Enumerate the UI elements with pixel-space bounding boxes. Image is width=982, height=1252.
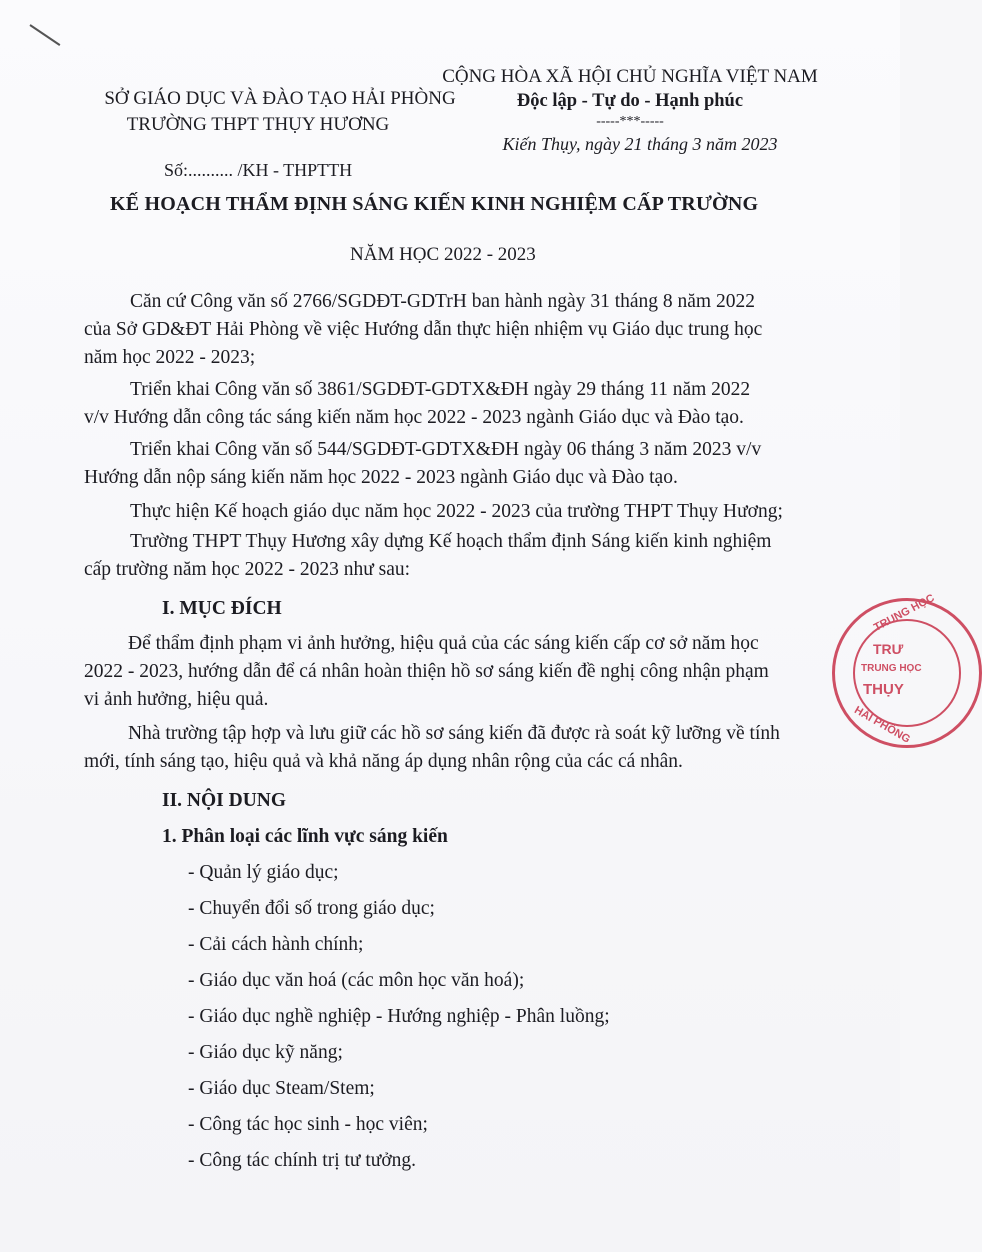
list-item: - Giáo dục Steam/Stem; <box>188 1078 375 1099</box>
section-heading: I. MỤC ĐÍCH <box>162 598 282 619</box>
section-text: Để thẩm định phạm vi ảnh hưởng, hiệu quả của các sáng kiến cấp cơ sở năm học <box>128 633 759 654</box>
document-number: Số:.......... /KH - THPTTH <box>164 160 353 180</box>
seal-inner-text: THỤY <box>863 681 904 698</box>
seal-bottom-text: HẢI PHÒNG <box>852 704 913 746</box>
list-item: - Giáo dục nghề nghiệp - Hướng nghiệp - Phân luồng; <box>188 1006 610 1027</box>
list-item: - Cải cách hành chính; <box>188 934 364 955</box>
place-date: Kiến Thụy, ngày 21 tháng 3 năm 2023 <box>502 134 778 154</box>
intro-line: Hướng dẫn nộp sáng kiến năm học 2022 - 2023 ngành Giáo dục và Đào tạo. <box>84 467 678 488</box>
issuing-authority: SỞ GIÁO DỤC VÀ ĐÀO TẠO HẢI PHÒNG <box>104 88 456 109</box>
intro-line: Thực hiện Kế hoạch giáo dục năm học 2022 - 2023 của trường THPT Thụy Hương; <box>130 501 783 522</box>
seal-inner-text: TRUNG HỌC <box>861 663 922 674</box>
intro-line: của Sở GD&ĐT Hải Phòng về việc Hướng dẫn thực hiện nhiệm vụ Giáo dục trung học <box>84 319 763 340</box>
intro-line: Căn cứ Công văn số 2766/SGDĐT-GDTrH ban hành ngày 31 tháng 8 năm 2022 <box>130 291 755 312</box>
seal-arc-text: TRUNG HỌC <box>872 592 937 634</box>
subsection-heading: 1. Phân loại các lĩnh vực sáng kiến <box>162 826 448 847</box>
motto-separator: -----***----- <box>596 114 664 129</box>
school-seal-stamp <box>832 592 982 748</box>
national-title: CỘNG HÒA XÃ HỘI CHỦ NGHĨA VIỆT NAM <box>442 66 818 87</box>
list-item: - Chuyển đổi số trong giáo dục; <box>188 898 435 919</box>
section-text: vi ảnh hưởng, hiệu quả. <box>84 689 269 710</box>
list-item: - Quản lý giáo dục; <box>188 862 339 883</box>
list-item: - Công tác chính trị tư tưởng. <box>188 1150 417 1171</box>
seal-inner-text: TRƯ <box>873 641 904 657</box>
intro-line: Trường THPT Thụy Hương xây dựng Kế hoạch thẩm định Sáng kiến kinh nghiệm <box>130 531 772 552</box>
list-item: - Giáo dục văn hoá (các môn học văn hoá); <box>188 970 525 991</box>
section-heading: II. NỘI DUNG <box>162 790 287 811</box>
document-subtitle: NĂM HỌC 2022 - 2023 <box>350 244 536 265</box>
intro-line: năm học 2022 - 2023; <box>84 347 256 368</box>
intro-line: Triển khai Công văn số 3861/SGDĐT-GDTX&ĐH ngày 29 tháng 11 năm 2022 <box>130 379 751 400</box>
list-item: - Công tác học sinh - học viên; <box>188 1114 428 1135</box>
intro-line: cấp trường năm học 2022 - 2023 như sau: <box>84 559 411 580</box>
section-text: mới, tính sáng tạo, hiệu quả và khả năng áp dụng nhân rộng của các cá nhân. <box>84 751 683 772</box>
document-title: KẾ HOẠCH THẨM ĐỊNH SÁNG KIẾN KINH NGHIỆM CẤP TRƯỜNG <box>110 193 759 215</box>
school-name: TRƯỜNG THPT THỤY HƯƠNG <box>126 114 390 135</box>
intro-line: v/v Hướng dẫn công tác sáng kiến năm học 2022 - 2023 ngành Giáo dục và Đào tạo. <box>84 407 744 428</box>
national-motto: Độc lập - Tự do - Hạnh phúc <box>516 91 744 111</box>
list-item: - Giáo dục kỹ năng; <box>188 1042 343 1063</box>
section-text: 2022 - 2023, hướng dẫn để cá nhân hoàn thiện hồ sơ sáng kiến đề nghị công nhận phạm <box>84 661 769 682</box>
intro-line: Triển khai Công văn số 544/SGDĐT-GDTX&ĐH ngày 06 tháng 3 năm 2023 v/v <box>130 439 762 460</box>
section-text: Nhà trường tập hợp và lưu giữ các hồ sơ sáng kiến đã được rà soát kỹ lưỡng về tính <box>128 723 780 744</box>
